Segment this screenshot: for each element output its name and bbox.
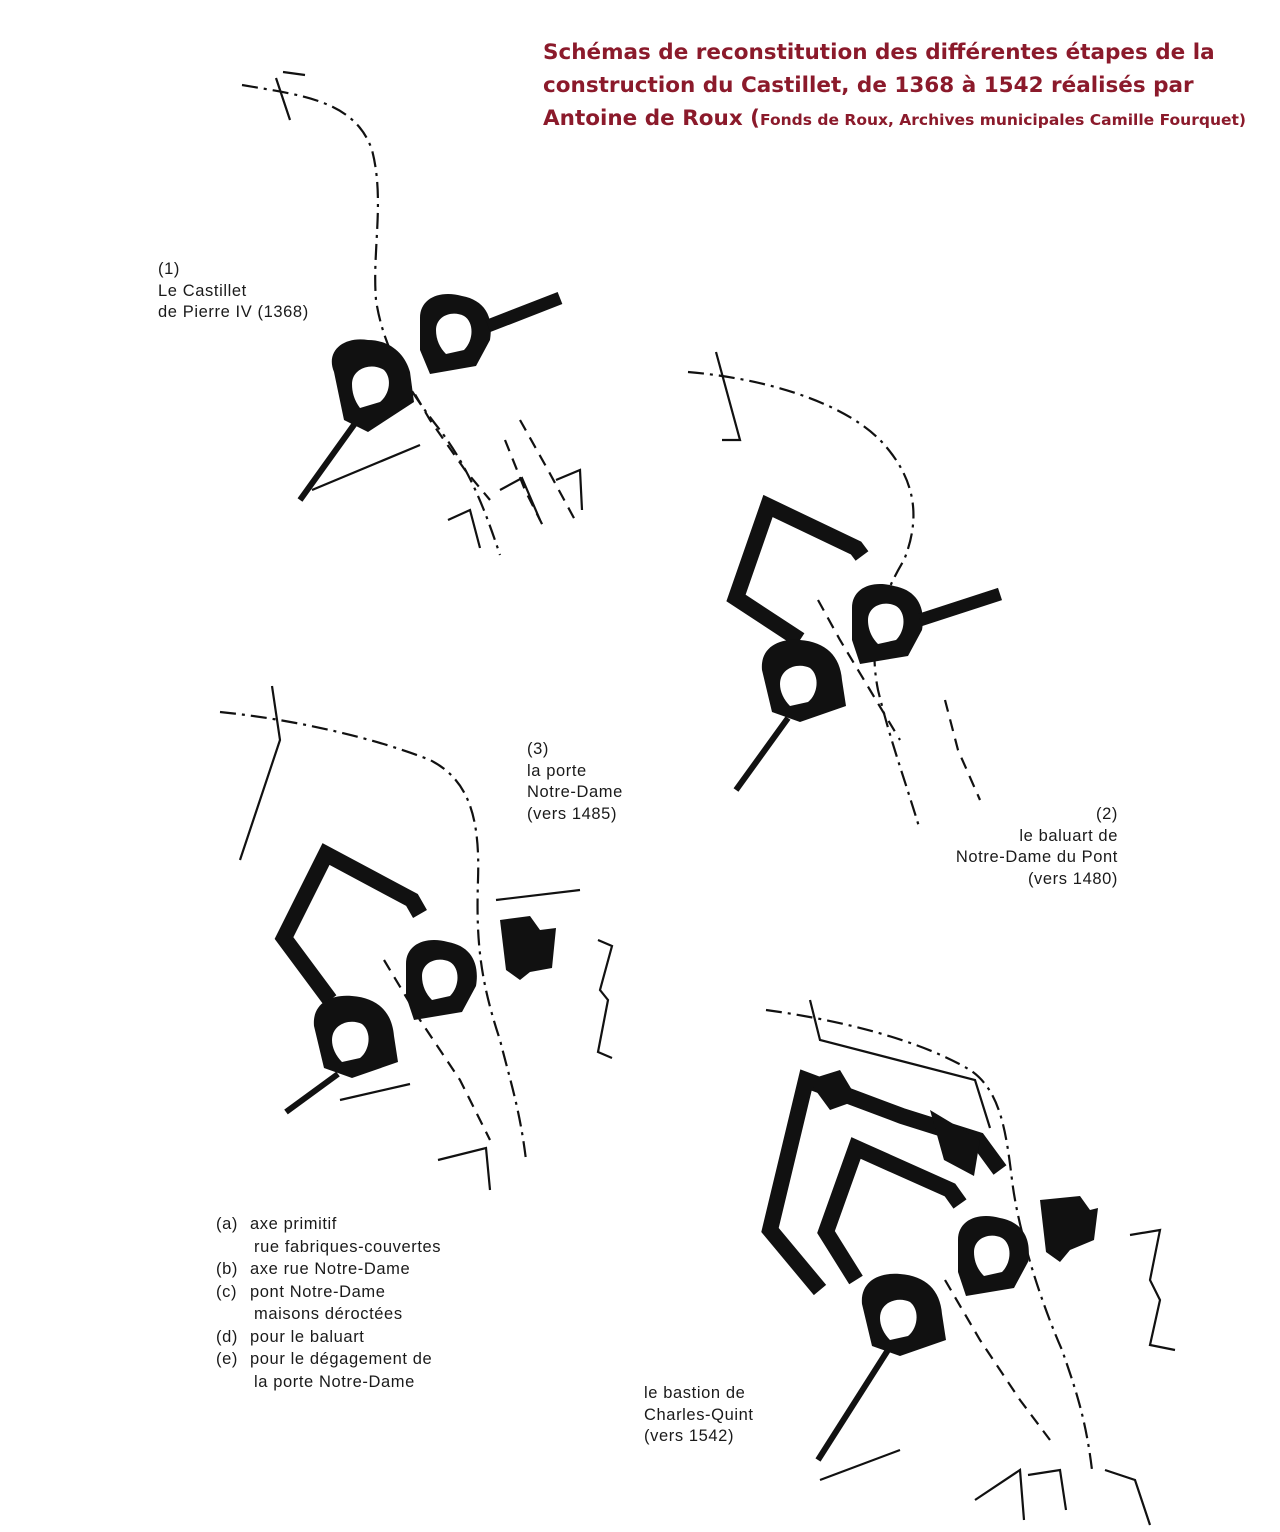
- stage-1-number: (1): [158, 260, 180, 278]
- plan4-west-tower: [862, 1274, 946, 1356]
- stage-3-caption: [527, 739, 623, 825]
- plan3-west-tower: [314, 996, 398, 1078]
- title-source: Fonds de Roux, Archives municipales Camille Fourquet): [760, 111, 1246, 129]
- stage-3-number: (3): [527, 740, 549, 758]
- legend-item-c: (c) pont Notre-Dame maisons déroctées: [216, 1282, 403, 1323]
- stage-3-line1: la porte: [527, 761, 587, 780]
- plan1-east-wall: [488, 298, 560, 326]
- plan1-east-tower: [420, 294, 491, 374]
- figure-title: [543, 36, 1263, 137]
- plan4-east-tower: [958, 1216, 1029, 1296]
- legend-item-e: (e) pour le dégagement de la porte Notre-Dame: [216, 1350, 433, 1391]
- legend-item-a: (a) axe primitif rue fabriques-couvertes: [216, 1215, 442, 1256]
- legend-item-d: (d) pour le baluart: [216, 1327, 365, 1346]
- legend: [216, 1213, 441, 1393]
- stage-4-line1: le bastion de: [644, 1384, 746, 1402]
- stage-2-line1: le baluart de: [1019, 826, 1118, 845]
- stage-2-number: (2): [1096, 805, 1118, 823]
- plan1-west-tower: [332, 339, 414, 432]
- stage-2-line2: Notre-Dame du Pont: [955, 848, 1118, 866]
- title-main: Schémas de reconstitution des différentes étapes de la construction du Castillet, de 1368 à 1542 réalisés par Antoine de Roux (: [543, 40, 1215, 131]
- stage-4-caption: [644, 1383, 754, 1448]
- plan2-baluart-wall: [736, 506, 862, 640]
- stage-1-line1: Le Castillet: [158, 281, 247, 300]
- stage-1-line2: de Pierre IV (1368): [158, 303, 309, 321]
- stage-2-line3: (vers 1480): [1027, 869, 1118, 888]
- plan4-axis-b: [945, 1280, 1050, 1440]
- plan-4-bastion-charles-quint-1542: [766, 1000, 1175, 1525]
- stage-2-caption: [900, 804, 1118, 890]
- stage-1-caption: [158, 259, 309, 324]
- plan2-east-tower: [852, 584, 923, 664]
- stage-4-line2: Charles-Quint: [644, 1405, 754, 1424]
- plan4-bastion-inner: [826, 1148, 960, 1280]
- legend-item-b: (b) axe rue Notre-Dame: [216, 1260, 411, 1278]
- plan3-east-tower: [406, 940, 477, 1020]
- stage-4-line3: (vers 1542): [644, 1427, 735, 1445]
- stage-3-line2: Notre-Dame: [527, 783, 623, 801]
- stage-3-line3: (vers 1485): [527, 804, 618, 823]
- plan3-baluart-wall: [284, 854, 420, 1000]
- plan-2-baluart-1480: [688, 352, 1000, 830]
- plan2-west-tower: [762, 640, 846, 722]
